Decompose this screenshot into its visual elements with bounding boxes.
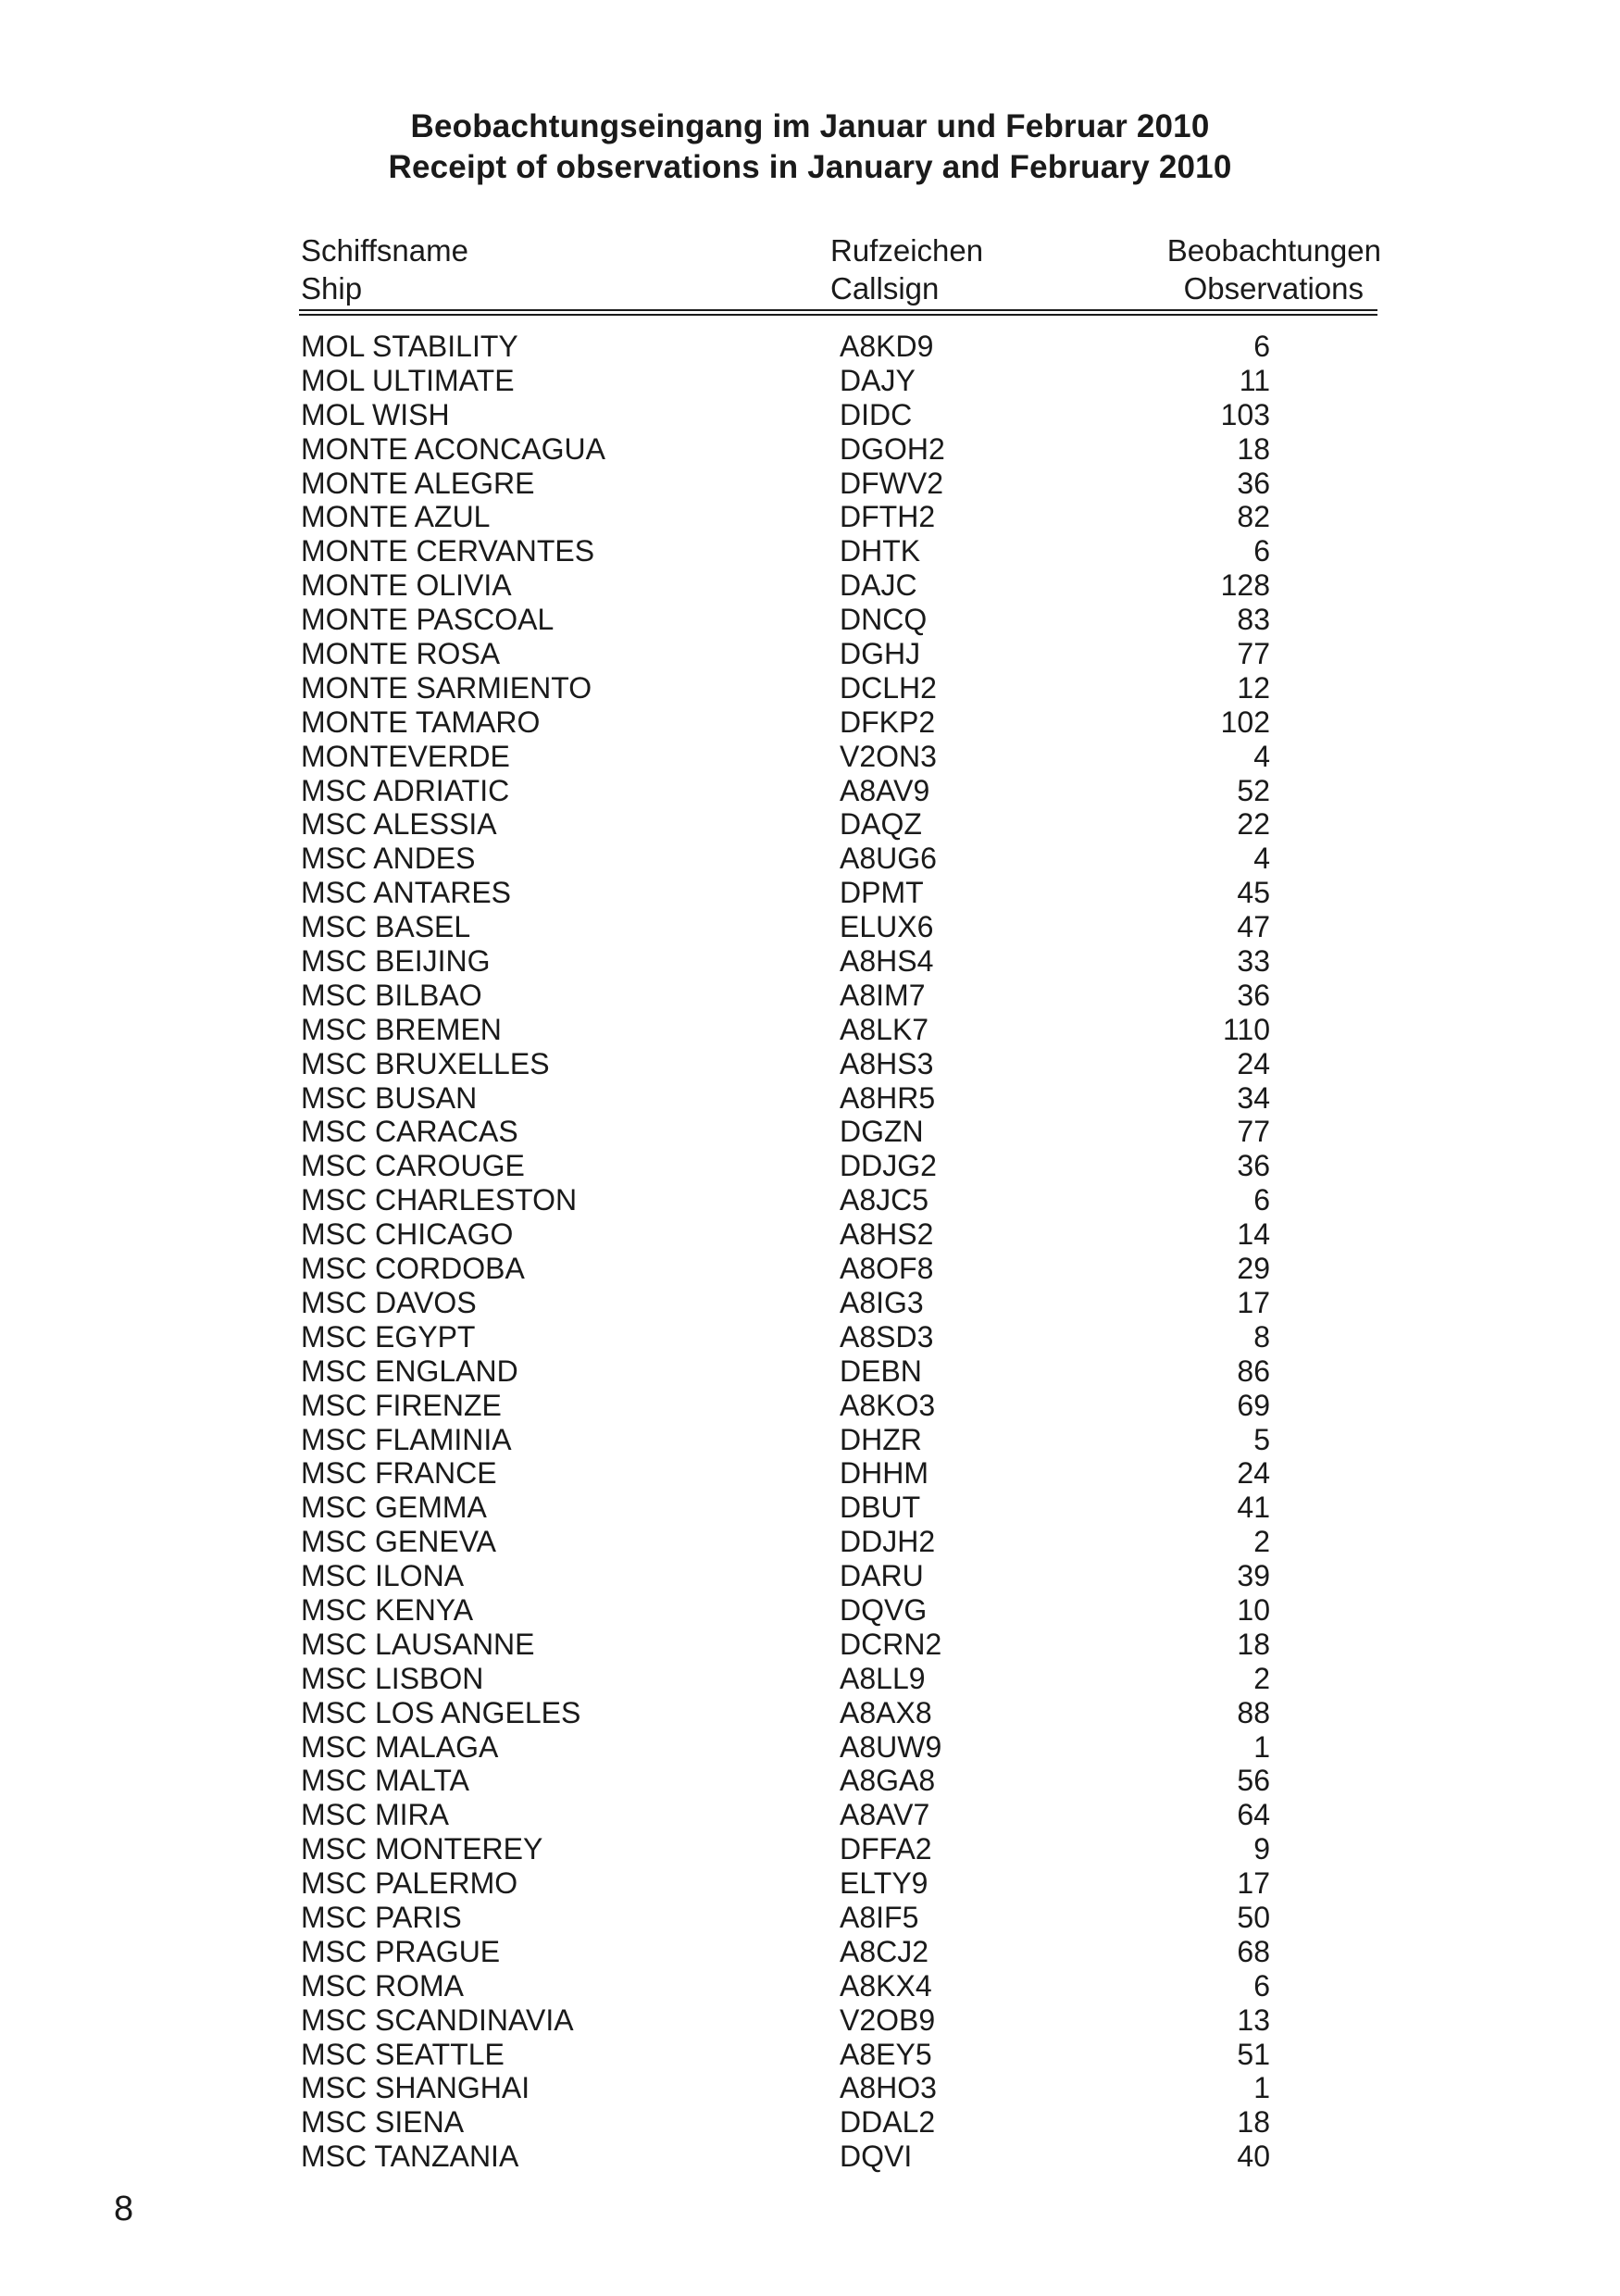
- callsign-cell: A8HS2: [840, 1217, 934, 1252]
- page-number: 8: [114, 2190, 134, 2228]
- callsign-cell: ELTY9: [840, 1866, 928, 1901]
- callsign-cell: A8AV7: [840, 1798, 930, 1832]
- callsign-cell: DAJC: [840, 568, 917, 603]
- ship-name-cell: MSC SIENA: [301, 2105, 465, 2140]
- ship-name-cell: MSC ILONA: [301, 1559, 465, 1593]
- observations-cell: 128: [1220, 568, 1270, 603]
- table-row: [0, 2140, 1620, 2174]
- ship-name-cell: MSC EGYPT: [301, 1319, 476, 1354]
- callsign-cell: V2OB9: [840, 2003, 936, 2037]
- observations-cell: 24: [1237, 1046, 1270, 1080]
- observations-cell: 4: [1253, 842, 1270, 876]
- callsign-cell: DGZN: [840, 1115, 924, 1149]
- ship-name-cell: MSC BUSAN: [301, 1080, 478, 1115]
- observations-cell: 1: [1253, 2071, 1270, 2105]
- observations-cell: 52: [1237, 773, 1270, 807]
- ship-name-cell: MSC ADRIATIC: [301, 773, 510, 807]
- column-header-ship-english: Ship: [301, 271, 363, 306]
- table-row: [0, 740, 1620, 774]
- header-divider-top: [299, 309, 1377, 311]
- table-row: [0, 1252, 1620, 1286]
- callsign-cell: V2ON3: [840, 739, 937, 773]
- ship-name-cell: MSC LOS ANGELES: [301, 1695, 581, 1729]
- table-row: [0, 1866, 1620, 1901]
- observations-cell: 24: [1237, 1456, 1270, 1491]
- table-row: [0, 467, 1620, 501]
- callsign-cell: A8KO3: [840, 1388, 936, 1422]
- page-title-german: Beobachtungseingang im Januar und Februar 2010: [410, 108, 1210, 144]
- observations-cell: 56: [1237, 1764, 1270, 1798]
- observations-cell: 22: [1237, 807, 1270, 842]
- callsign-cell: A8IF5: [840, 1900, 919, 1934]
- table-row: [0, 1901, 1620, 1935]
- observations-cell: 29: [1237, 1252, 1270, 1286]
- ship-name-cell: MSC SEATTLE: [301, 2037, 505, 2071]
- callsign-cell: DIDC: [840, 397, 913, 431]
- table-row: [0, 398, 1620, 432]
- ship-name-cell: MSC FIRENZE: [301, 1388, 502, 1422]
- observations-cell: 5: [1253, 1422, 1270, 1456]
- observations-cell: 47: [1237, 910, 1270, 944]
- table-row: [0, 1559, 1620, 1593]
- callsign-cell: A8UW9: [840, 1729, 942, 1764]
- table-row: [0, 1832, 1620, 1866]
- callsign-cell: DFKP2: [840, 705, 936, 739]
- ship-name-cell: MSC GEMMA: [301, 1491, 487, 1525]
- observations-cell: 36: [1237, 466, 1270, 500]
- table-row: [0, 2071, 1620, 2105]
- observations-cell: 6: [1253, 1183, 1270, 1217]
- ship-name-cell: MSC SCANDINAVIA: [301, 2003, 574, 2037]
- ship-name-cell: MSC TANZANIA: [301, 2140, 519, 2174]
- observations-cell: 88: [1237, 1695, 1270, 1729]
- ship-name-cell: MSC GENEVA: [301, 1525, 496, 1559]
- callsign-cell: DFWV2: [840, 466, 943, 500]
- observations-cell: 34: [1237, 1080, 1270, 1115]
- callsign-cell: A8LL9: [840, 1661, 926, 1695]
- callsign-cell: ELUX6: [840, 910, 934, 944]
- ship-name-cell: MSC BASEL: [301, 910, 471, 944]
- table-row: [0, 637, 1620, 671]
- table-row: [0, 774, 1620, 808]
- table-row: [0, 1320, 1620, 1354]
- table-row: [0, 842, 1620, 876]
- column-header-callsign-german: Rufzeichen: [830, 233, 984, 268]
- callsign-cell: A8JC5: [840, 1183, 929, 1217]
- ship-name-cell: MSC MALTA: [301, 1764, 469, 1798]
- observations-cell: 36: [1237, 978, 1270, 1012]
- callsign-cell: A8EY5: [840, 2037, 932, 2071]
- ship-name-cell: MSC BILBAO: [301, 978, 482, 1012]
- ship-name-cell: MSC CHICAGO: [301, 1217, 514, 1252]
- observations-cell: 6: [1253, 330, 1270, 363]
- table-row: [0, 807, 1620, 842]
- ship-name-cell: MONTE TAMARO: [301, 705, 541, 739]
- ship-name-cell: MSC ANDES: [301, 842, 476, 876]
- table-row: [0, 500, 1620, 534]
- callsign-cell: DNCQ: [840, 603, 928, 637]
- observations-cell: 2: [1253, 1525, 1270, 1559]
- ship-name-cell: MOL STABILITY: [301, 330, 518, 363]
- ship-name-cell: MSC PRAGUE: [301, 1934, 501, 1968]
- observations-cell: 45: [1237, 876, 1270, 910]
- callsign-cell: A8SD3: [840, 1319, 934, 1354]
- column-header-ship-german: Schiffsname: [301, 233, 468, 268]
- observations-cell: 17: [1237, 1285, 1270, 1319]
- callsign-cell: A8IM7: [840, 978, 926, 1012]
- table-row: [0, 671, 1620, 705]
- ship-name-cell: MSC LAUSANNE: [301, 1627, 535, 1661]
- ship-name-cell: MSC PALERMO: [301, 1866, 518, 1901]
- callsign-cell: A8HO3: [840, 2071, 937, 2105]
- observations-cell: 1: [1253, 1729, 1270, 1764]
- observations-cell: 64: [1237, 1798, 1270, 1832]
- ship-name-cell: MONTE ROSA: [301, 637, 501, 671]
- table-row: [0, 1149, 1620, 1183]
- column-header-observations-german: Beobachtungen: [1166, 233, 1381, 268]
- observations-cell: 18: [1237, 1627, 1270, 1661]
- observations-cell: 69: [1237, 1388, 1270, 1422]
- callsign-cell: DQVG: [840, 1592, 928, 1627]
- callsign-cell: DCLH2: [840, 670, 937, 705]
- table-row: [0, 568, 1620, 603]
- table-row: [0, 1525, 1620, 1559]
- ship-name-cell: MSC MIRA: [301, 1798, 449, 1832]
- ship-name-cell: MOL ULTIMATE: [301, 363, 515, 397]
- table-row: [0, 876, 1620, 910]
- callsign-cell: DQVI: [840, 2140, 913, 2174]
- observations-cell: 11: [1239, 363, 1270, 397]
- table-row: [0, 944, 1620, 979]
- observations-cell: 82: [1237, 500, 1270, 534]
- observations-cell: 9: [1253, 1832, 1270, 1866]
- ship-name-cell: MSC MALAGA: [301, 1729, 499, 1764]
- callsign-cell: DBUT: [840, 1491, 921, 1525]
- table-row: [0, 2105, 1620, 2140]
- table-row: [0, 2003, 1620, 2038]
- table-row: [0, 1764, 1620, 1798]
- callsign-cell: DHHM: [840, 1456, 928, 1491]
- callsign-cell: A8HS3: [840, 1046, 934, 1080]
- ship-name-cell: MONTE SARMIENTO: [301, 670, 592, 705]
- observations-cell: 41: [1237, 1491, 1270, 1525]
- callsign-cell: DHTK: [840, 534, 921, 568]
- callsign-cell: A8CJ2: [840, 1934, 929, 1968]
- ship-name-cell: MOL WISH: [301, 397, 450, 431]
- table-row: [0, 1628, 1620, 1662]
- ship-name-cell: MSC LISBON: [301, 1661, 484, 1695]
- callsign-cell: A8KX4: [840, 1968, 932, 2003]
- ship-name-cell: MONTE OLIVIA: [301, 568, 512, 603]
- column-header-observations-english: Observations: [1183, 271, 1364, 306]
- callsign-cell: A8IG3: [840, 1285, 924, 1319]
- table-row: [0, 1081, 1620, 1116]
- table-row: [0, 330, 1620, 364]
- ship-name-cell: MSC ENGLAND: [301, 1354, 518, 1388]
- observations-cell: 18: [1237, 2105, 1270, 2140]
- callsign-cell: A8AV9: [840, 773, 930, 807]
- ship-name-cell: MSC CHARLESTON: [301, 1183, 578, 1217]
- callsign-cell: DDJG2: [840, 1149, 937, 1183]
- ship-name-cell: MONTE ACONCAGUA: [301, 431, 605, 466]
- table-row: [0, 1115, 1620, 1149]
- ship-name-cell: MSC BEIJING: [301, 944, 491, 979]
- ship-name-cell: MONTE ALEGRE: [301, 466, 535, 500]
- observations-cell: 77: [1237, 637, 1270, 671]
- observations-cell: 51: [1237, 2037, 1270, 2071]
- callsign-cell: A8KD9: [840, 330, 934, 363]
- table-row: [0, 1013, 1620, 1047]
- callsign-cell: DAQZ: [840, 807, 922, 842]
- ship-name-cell: MSC ALESSIA: [301, 807, 497, 842]
- ship-name-cell: MSC DAVOS: [301, 1285, 477, 1319]
- callsign-cell: DFTH2: [840, 500, 936, 534]
- table-row: [0, 534, 1620, 568]
- observations-cell: 17: [1237, 1866, 1270, 1901]
- ship-name-cell: MSC SHANGHAI: [301, 2071, 530, 2105]
- observations-cell: 36: [1237, 1149, 1270, 1183]
- observations-cell: 13: [1237, 2003, 1270, 2037]
- ship-name-cell: MONTEVERDE: [301, 739, 510, 773]
- ship-name-cell: MSC CAROUGE: [301, 1149, 525, 1183]
- callsign-cell: DDAL2: [840, 2105, 936, 2140]
- callsign-cell: DFFA2: [840, 1832, 932, 1866]
- observations-cell: 10: [1237, 1592, 1270, 1627]
- observations-cell: 102: [1220, 705, 1270, 739]
- ship-name-cell: MSC ROMA: [301, 1968, 464, 2003]
- observations-cell: 110: [1222, 1012, 1270, 1046]
- table-row: [0, 432, 1620, 467]
- callsign-cell: DAJY: [840, 363, 916, 397]
- table-row: [0, 1798, 1620, 1832]
- ship-name-cell: MSC KENYA: [301, 1592, 474, 1627]
- table-row: [0, 1217, 1620, 1252]
- callsign-cell: DPMT: [840, 876, 924, 910]
- table-row: [0, 1047, 1620, 1081]
- observations-cell: 14: [1237, 1217, 1270, 1252]
- ship-name-cell: MSC ANTARES: [301, 876, 511, 910]
- observations-table: [0, 330, 1620, 2174]
- observations-cell: 50: [1237, 1900, 1270, 1934]
- observations-cell: 4: [1253, 739, 1270, 773]
- table-row: [0, 1183, 1620, 1217]
- table-row: [0, 364, 1620, 398]
- table-row: [0, 603, 1620, 637]
- table-row: [0, 910, 1620, 944]
- header-divider-bottom: [299, 314, 1377, 316]
- callsign-cell: A8OF8: [840, 1252, 934, 1286]
- table-row: [0, 1969, 1620, 2003]
- observations-cell: 68: [1237, 1934, 1270, 1968]
- observations-cell: 83: [1237, 603, 1270, 637]
- table-row: [0, 1935, 1620, 1969]
- observations-cell: 39: [1237, 1559, 1270, 1593]
- table-row: [0, 1730, 1620, 1765]
- table-row: [0, 1423, 1620, 1457]
- page-title-english: Receipt of observations in January and February 2010: [388, 149, 1232, 185]
- observations-cell: 86: [1237, 1354, 1270, 1388]
- callsign-cell: A8LK7: [840, 1012, 929, 1046]
- observations-cell: 8: [1253, 1319, 1270, 1354]
- table-row: [0, 2038, 1620, 2072]
- callsign-cell: A8UG6: [840, 842, 937, 876]
- ship-name-cell: MONTE PASCOAL: [301, 603, 555, 637]
- table-row: [0, 1593, 1620, 1628]
- ship-name-cell: MSC BRUXELLES: [301, 1046, 550, 1080]
- table-row: [0, 1662, 1620, 1696]
- observations-cell: 103: [1220, 397, 1270, 431]
- observations-cell: 6: [1253, 534, 1270, 568]
- callsign-cell: A8HS4: [840, 944, 934, 979]
- callsign-cell: DEBN: [840, 1354, 922, 1388]
- ship-name-cell: MSC PARIS: [301, 1900, 462, 1934]
- table-row: [0, 705, 1620, 740]
- ship-name-cell: MSC CARACAS: [301, 1115, 518, 1149]
- ship-name-cell: MSC BREMEN: [301, 1012, 502, 1046]
- table-row: [0, 1696, 1620, 1730]
- callsign-cell: DDJH2: [840, 1525, 936, 1559]
- column-header-callsign-english: Callsign: [830, 271, 940, 306]
- callsign-cell: DGOH2: [840, 431, 945, 466]
- callsign-cell: A8GA8: [840, 1764, 936, 1798]
- observations-cell: 77: [1237, 1115, 1270, 1149]
- callsign-cell: DARU: [840, 1559, 924, 1593]
- ship-name-cell: MONTE AZUL: [301, 500, 491, 534]
- callsign-cell: DCRN2: [840, 1627, 942, 1661]
- table-row: [0, 1491, 1620, 1525]
- observations-cell: 6: [1253, 1968, 1270, 2003]
- table-row: [0, 1286, 1620, 1320]
- observations-cell: 40: [1237, 2140, 1270, 2174]
- table-row: [0, 1354, 1620, 1389]
- callsign-cell: A8HR5: [840, 1080, 936, 1115]
- table-row: [0, 1389, 1620, 1423]
- callsign-cell: A8AX8: [840, 1695, 932, 1729]
- ship-name-cell: MSC CORDOBA: [301, 1252, 525, 1286]
- ship-name-cell: MONTE CERVANTES: [301, 534, 595, 568]
- observations-cell: 33: [1237, 944, 1270, 979]
- ship-name-cell: MSC FLAMINIA: [301, 1422, 512, 1456]
- observations-cell: 18: [1237, 431, 1270, 466]
- callsign-cell: DGHJ: [840, 637, 921, 671]
- observations-cell: 2: [1253, 1661, 1270, 1695]
- table-row: [0, 1456, 1620, 1491]
- ship-name-cell: MSC MONTEREY: [301, 1832, 543, 1866]
- callsign-cell: DHZR: [840, 1422, 922, 1456]
- table-row: [0, 979, 1620, 1013]
- ship-name-cell: MSC FRANCE: [301, 1456, 497, 1491]
- observations-cell: 12: [1237, 670, 1270, 705]
